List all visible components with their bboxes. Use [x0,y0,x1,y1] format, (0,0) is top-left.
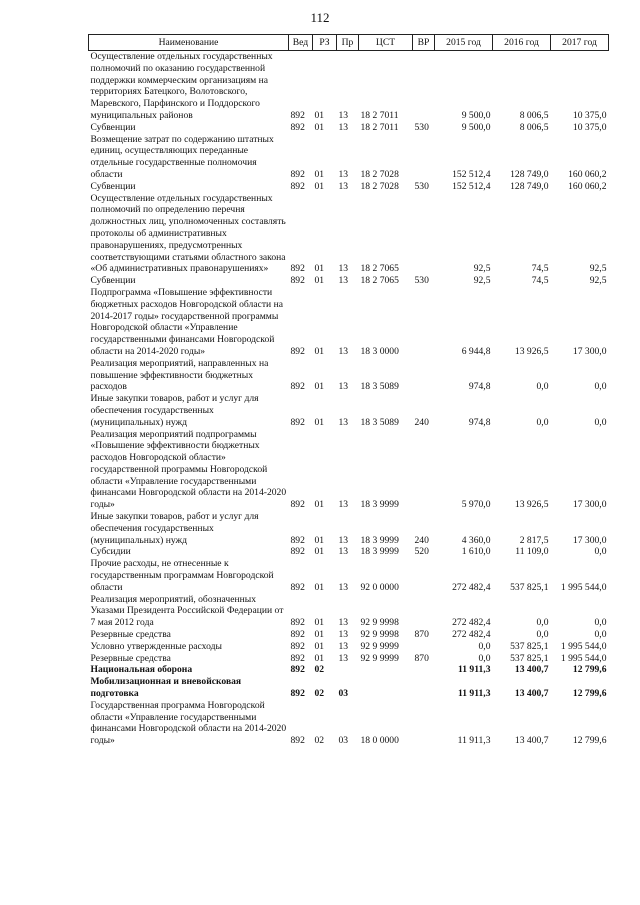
cell-name: Реализация мероприятий подпрограммы «Повышение эффективности бюджетных расходов Новгородской области» государственной программы Новгородской области «Управление государственными финансами Новгородской области на 2014-2020 годы» [90,428,287,511]
cell-2015: 272 482,4 [452,617,491,629]
table-row [89,558,609,593]
cell-ved: 892 [290,416,305,428]
cell-rz: 02 [314,664,325,676]
cell-vr [413,676,435,700]
cell-rz: 01 [314,416,325,428]
cell-rz: 01 [314,499,325,511]
cell-name: Иные закупки товаров, работ и услуг для обеспечения государственных (муниципальных) нужд [90,393,259,428]
cell-rz: 01 [314,109,325,121]
cell-2017: 17 300,0 [572,534,607,546]
table-row [89,193,609,276]
cell-2016: 74,5 [531,275,549,287]
cell-name: Субсидии [90,546,131,558]
cell-pr: 13 [338,180,349,192]
cell-ved: 892 [290,381,305,393]
cell-2015: 0,0 [478,640,491,652]
cell-pr: 13 [338,652,349,664]
cell-2016: 537 825,1 [510,581,549,593]
cell-cst: 92 9 9999 [360,652,399,664]
cell-cst: 18 3 0000 [360,345,399,357]
cell-vr: 530 [414,180,429,192]
cell-2017: 1 995 544,0 [560,581,607,593]
cell-2017: 92,5 [589,275,607,287]
cell-name: Государственная программа Новгородской области «Управление государственными финансами Новгородской области на 2014-2020 годы» [90,699,287,747]
cell-name: Субвенции [90,275,136,287]
cell-ved: 892 [290,652,305,664]
cell-rz: 01 [314,534,325,546]
cell-cst: 18 3 9999 [360,499,399,511]
cell-2015: 5 970,0 [461,499,491,511]
cell-name: Резервные средства [90,652,171,664]
cell-name: Реализация мероприятий, направленных на повышение эффективности бюджетных расходов [90,357,269,393]
table-row [89,653,609,665]
cell-cst: 18 3 9999 [360,546,399,558]
table-row [89,511,609,546]
cell-pr: 13 [338,581,349,593]
cell-vr [413,287,435,358]
cell-2017: 12 799,6 [572,735,607,747]
cell-vr: 870 [414,652,429,664]
cell-cst: 92 9 9999 [360,640,399,652]
cell-2016: 8 006,5 [519,121,549,133]
cell-rz: 01 [314,168,325,180]
cell-name: Возмещение затрат по содержанию штатных единиц, осуществляющих переданные отдельные государственные полномочия области [90,133,274,180]
cell-cst [359,676,413,700]
table-row [89,122,609,134]
cell-cst: 18 2 7065 [360,275,399,287]
cell-pr: 13 [338,617,349,629]
cell-ved: 892 [290,168,305,180]
cell-2017: 10 375,0 [572,109,607,121]
cell-name: Подпрограмма «Повышение эффективности бюджетных расходов Новгородской области на 2014-2017 годы» государственной программы Новгородской области «Управление государственными финансами Новгородской области на 2014-2020 годы» [90,286,283,357]
cell-2016: 11 109,0 [515,546,549,558]
cell-2017: 0,0 [594,416,607,428]
header-2015: 2015 год [435,35,493,51]
cell-2015: 152 512,4 [452,168,491,180]
cell-2016: 537 825,1 [510,640,549,652]
header-rz: РЗ [313,35,337,51]
table-body [89,51,609,748]
cell-rz: 01 [314,180,325,192]
cell-2015: 272 482,4 [452,629,491,641]
header-ved: Вед [289,35,313,51]
cell-rz: 01 [314,652,325,664]
cell-2017: 160 060,2 [568,168,607,180]
cell-pr: 13 [338,263,349,275]
table-row [89,275,609,287]
cell-pr: 13 [338,534,349,546]
cell-2016: 0,0 [536,617,549,629]
cell-2017: 0,0 [594,617,607,629]
cell-2015: 974,8 [468,416,491,428]
cell-vr [413,558,435,593]
cell-2017: 1 995 544,0 [560,652,607,664]
cell-pr [337,664,359,676]
cell-ved: 892 [290,617,305,629]
cell-ved: 892 [290,345,305,357]
cell-cst: 18 3 5089 [360,381,399,393]
cell-cst: 92 9 9998 [360,617,399,629]
cell-cst: 18 3 9999 [360,534,399,546]
cell-name: Национальная оборона [90,664,193,676]
cell-ved: 892 [290,640,305,652]
cell-2016: 128 749,0 [510,168,549,180]
cell-name: Субвенции [90,180,136,192]
cell-vr: 530 [414,121,429,133]
cell-2015: 9 500,0 [461,109,491,121]
cell-2016: 0,0 [536,381,549,393]
cell-cst: 18 0 0000 [360,735,399,747]
header-row [89,35,609,51]
cell-vr [413,429,435,512]
cell-name: Резервные средства [90,629,171,641]
cell-name: Условно утвержденные расходы [90,640,222,652]
cell-pr: 13 [338,640,349,652]
cell-2015: 92,5 [473,275,491,287]
cell-2015: 152 512,4 [452,180,491,192]
cell-2017: 0,0 [594,629,607,641]
cell-vr [413,193,435,276]
cell-vr: 240 [414,534,429,546]
cell-2016: 74,5 [531,263,549,275]
cell-ved: 892 [290,629,305,641]
cell-pr: 13 [338,121,349,133]
header-2017: 2017 год [551,35,609,51]
table-row [89,594,609,629]
table-row [89,664,609,676]
table-row [89,429,609,512]
cell-rz: 01 [314,275,325,287]
table-row [89,358,609,393]
cell-vr: 520 [414,546,429,558]
cell-rz: 01 [314,546,325,558]
cell-2017: 0,0 [594,546,607,558]
cell-vr: 240 [414,416,429,428]
cell-pr: 13 [338,499,349,511]
cell-vr [413,594,435,629]
cell-pr: 13 [338,629,349,641]
cell-2015: 11 911,3 [457,735,491,747]
table-row [89,676,609,700]
cell-pr: 13 [338,416,349,428]
cell-2015: 92,5 [473,263,491,275]
header-name: Наименование [89,35,289,51]
cell-name: Осуществление отдельных государственных полномочий по оказанию государственной поддержки коммерческим организациям на территориях Батецкого, Волотовского, Маревского, Парфинского и Поддорского муниципальных районов [90,51,273,121]
cell-name: Реализация мероприятий, обозначенных Указами Президента Российской Федерации от 7 мая 2012 года [90,593,284,629]
cell-name: Прочие расходы, не отнесенные к государственным программам Новгородской области [90,558,274,593]
cell-2016: 13 926,5 [514,345,549,357]
cell-2016: 2 817,5 [519,534,549,546]
cell-2015: 11 911,3 [457,664,491,676]
cell-2015: 1 610,0 [461,546,491,558]
table-row [89,546,609,558]
cell-ved: 892 [290,581,305,593]
cell-rz: 01 [314,581,325,593]
cell-vr: 530 [414,275,429,287]
cell-2017: 0,0 [594,381,607,393]
table-row [89,393,609,428]
cell-cst: 92 0 0000 [360,581,399,593]
cell-pr: 03 [338,688,349,700]
cell-rz: 01 [314,617,325,629]
table-row [89,629,609,641]
cell-vr [413,641,435,653]
cell-ved: 892 [290,109,305,121]
cell-name: Осуществление отдельных государственных полномочий по определению перечня должностных лиц, уполномоченных составлять протоколы об административных правонарушениях, предусмотренных соответствующими статьями областного закона «Об административных правонарушениях» [90,192,286,275]
cell-2016: 13 400,7 [514,664,549,676]
cell-rz: 02 [314,688,325,700]
cell-pr: 13 [338,546,349,558]
cell-rz: 01 [314,629,325,641]
cell-2016: 0,0 [536,629,549,641]
cell-pr: 03 [338,735,349,747]
cell-2016: 13 400,7 [514,688,549,700]
cell-rz: 01 [314,381,325,393]
header-vr: ВР [413,35,435,51]
cell-ved: 892 [290,664,305,676]
cell-ved: 892 [290,534,305,546]
cell-2017: 12 799,6 [572,688,607,700]
cell-vr [413,134,435,181]
cell-pr: 13 [338,168,349,180]
cell-rz: 01 [314,263,325,275]
cell-2015: 974,8 [468,381,491,393]
table-row [89,134,609,181]
cell-name: Мобилизационная и вневойсковая подготовка [90,676,242,700]
table-row [89,700,609,747]
cell-vr [413,664,435,676]
cell-2017: 17 300,0 [572,499,607,511]
table-row [89,51,609,122]
cell-pr: 13 [338,109,349,121]
cell-cst: 18 2 7011 [360,121,399,133]
cell-2017: 92,5 [589,263,607,275]
cell-rz: 02 [314,735,325,747]
cell-2015: 4 360,0 [461,534,491,546]
header-pr: Пр [337,35,359,51]
cell-2017: 17 300,0 [572,345,607,357]
header-2016: 2016 год [493,35,551,51]
cell-2016: 13 400,7 [514,735,549,747]
cell-vr [413,700,435,747]
cell-2017: 12 799,6 [572,664,607,676]
cell-2017: 1 995 544,0 [560,640,607,652]
cell-ved: 892 [290,263,305,275]
cell-cst: 18 2 7011 [360,109,399,121]
cell-ved: 892 [290,499,305,511]
page-number: 112 [310,10,330,25]
cell-ved: 892 [290,546,305,558]
cell-2015: 272 482,4 [452,581,491,593]
cell-2015: 0,0 [478,652,491,664]
cell-vr [413,51,435,122]
cell-2015: 9 500,0 [461,121,491,133]
cell-2015: 11 911,3 [457,688,491,700]
cell-ved: 892 [290,121,305,133]
cell-ved: 892 [290,735,305,747]
cell-2016: 128 749,0 [510,180,549,192]
cell-ved: 892 [290,180,305,192]
cell-rz: 01 [314,345,325,357]
cell-vr [413,358,435,393]
cell-rz: 01 [314,640,325,652]
cell-2016: 8 006,5 [519,109,549,121]
cell-name: Субвенции [90,121,136,133]
cell-pr: 13 [338,275,349,287]
cell-pr: 13 [338,381,349,393]
cell-name: Иные закупки товаров, работ и услуг для обеспечения государственных (муниципальных) нужд [90,511,259,546]
table-row [89,641,609,653]
cell-cst: 18 3 5089 [360,416,399,428]
cell-2016: 0,0 [536,416,549,428]
cell-cst: 92 9 9998 [360,629,399,641]
cell-pr: 13 [338,345,349,357]
cell-ved: 892 [290,688,305,700]
cell-cst: 18 2 7028 [360,180,399,192]
cell-2017: 160 060,2 [568,180,607,192]
cell-rz: 01 [314,121,325,133]
cell-2015: 6 944,8 [461,345,491,357]
header-cst: ЦСТ [359,35,413,51]
cell-cst [359,664,413,676]
cell-2016: 537 825,1 [510,652,549,664]
cell-cst: 18 2 7065 [360,263,399,275]
cell-ved: 892 [290,275,305,287]
cell-2017: 10 375,0 [572,121,607,133]
cell-vr: 870 [414,629,429,641]
budget-table [88,34,609,747]
table-header [89,35,609,51]
table-row [89,181,609,193]
table-row [89,287,609,358]
cell-cst: 18 2 7028 [360,168,399,180]
cell-2016: 13 926,5 [514,499,549,511]
